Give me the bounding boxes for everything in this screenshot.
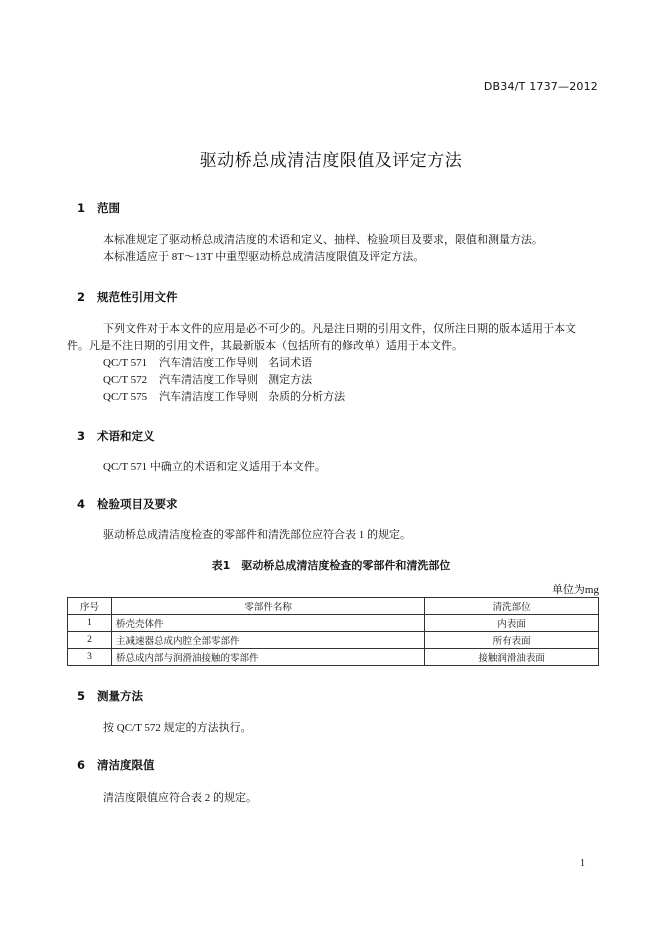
cell-part-name: 桥总成内部与润滑油接触的零部件 xyxy=(111,649,424,666)
section-number: 6 xyxy=(77,758,86,772)
section-number: 3 xyxy=(77,429,86,443)
section-6-paragraph: 清洁度限值应符合表 2 的规定。 xyxy=(103,792,257,804)
section-3-paragraph: QC/T 571 中确立的术语和定义适用于本文件。 xyxy=(103,461,326,473)
reference-subject: 名词术语 xyxy=(268,357,313,369)
cell-part-name: 主减速器总成内腔全部零部件 xyxy=(111,632,424,649)
table-header-row xyxy=(68,598,599,615)
header-part-name: 零部件名称 xyxy=(111,598,424,615)
section-title: 检验项目及要求 xyxy=(97,497,178,511)
section-1-paragraph-1: 本标准规定了驱动桥总成清洁度的术语和定义、抽样、检验项目及要求，限值和测量方法。 xyxy=(103,234,543,246)
table-row xyxy=(68,632,599,649)
reference-code: QC/T 575 xyxy=(103,391,148,403)
section-title: 测量方法 xyxy=(97,689,143,703)
section-title: 术语和定义 xyxy=(97,429,155,443)
reference-item xyxy=(103,372,312,389)
cell-cleaning-area: 内表面 xyxy=(425,615,599,632)
reference-item xyxy=(103,355,312,372)
header-serial-number: 序号 xyxy=(68,598,112,615)
section-number: 4 xyxy=(77,497,86,511)
section-2-heading xyxy=(77,289,178,305)
reference-name: 汽车清洁度工作导则 xyxy=(159,391,259,403)
cell-serial-number: 2 xyxy=(68,632,112,649)
section-title: 范围 xyxy=(97,201,120,215)
cell-cleaning-area: 所有表面 xyxy=(425,632,599,649)
cell-part-name: 桥壳壳体件 xyxy=(111,615,424,632)
cell-cleaning-area: 接触润滑油表面 xyxy=(425,649,599,666)
reference-code: QC/T 571 xyxy=(103,357,148,369)
section-2-paragraph-line-2: 件。凡是不注日期的引用文件，其最新版本（包括所有的修改单）适用于本文件。 xyxy=(67,340,463,352)
section-number: 1 xyxy=(77,201,86,215)
section-3-heading xyxy=(77,428,155,444)
header-cleaning-area: 清洗部位 xyxy=(425,598,599,615)
section-1-heading xyxy=(77,200,120,216)
page-number: 1 xyxy=(580,858,585,869)
section-title: 清洁度限值 xyxy=(97,758,155,772)
reference-name: 汽车清洁度工作导则 xyxy=(159,374,259,386)
reference-code: QC/T 572 xyxy=(103,374,148,386)
table-row xyxy=(68,615,599,632)
section-2-paragraph-line-1: 下列文件对于本文件的应用是必不可少的。凡是注日期的引用文件，仅所注日期的版本适用于本文 xyxy=(103,323,576,335)
reference-name: 汽车清洁度工作导则 xyxy=(159,357,259,369)
reference-subject: 杂质的分析方法 xyxy=(268,391,346,403)
section-number: 2 xyxy=(77,290,86,304)
cell-serial-number: 3 xyxy=(68,649,112,666)
document-title: 驱动桥总成清洁度限值及评定方法 xyxy=(199,151,463,171)
cell-serial-number: 1 xyxy=(68,615,112,632)
section-5-paragraph: 按 QC/T 572 规定的方法执行。 xyxy=(103,722,252,734)
table-caption: 表1 驱动桥总成清洁度检查的零部件和清洗部位 xyxy=(211,559,451,572)
parts-table xyxy=(67,597,599,666)
section-5-heading xyxy=(77,688,143,704)
section-title: 规范性引用文件 xyxy=(97,290,178,304)
reference-item xyxy=(103,389,345,406)
table-row xyxy=(68,649,599,666)
standard-number: DB34/T 1737—2012 xyxy=(483,80,598,93)
table-unit: 单位为mg xyxy=(551,584,599,596)
reference-subject: 测定方法 xyxy=(268,374,313,386)
section-6-heading xyxy=(77,757,155,773)
section-4-heading xyxy=(77,496,178,512)
section-4-paragraph: 驱动桥总成清洁度检查的零部件和清洗部位应符合表 1 的规定。 xyxy=(103,529,411,541)
section-1-paragraph-2: 本标准适应于 8T～13T 中重型驱动桥总成清洁度限值及评定方法。 xyxy=(103,251,425,263)
section-number: 5 xyxy=(77,689,86,703)
